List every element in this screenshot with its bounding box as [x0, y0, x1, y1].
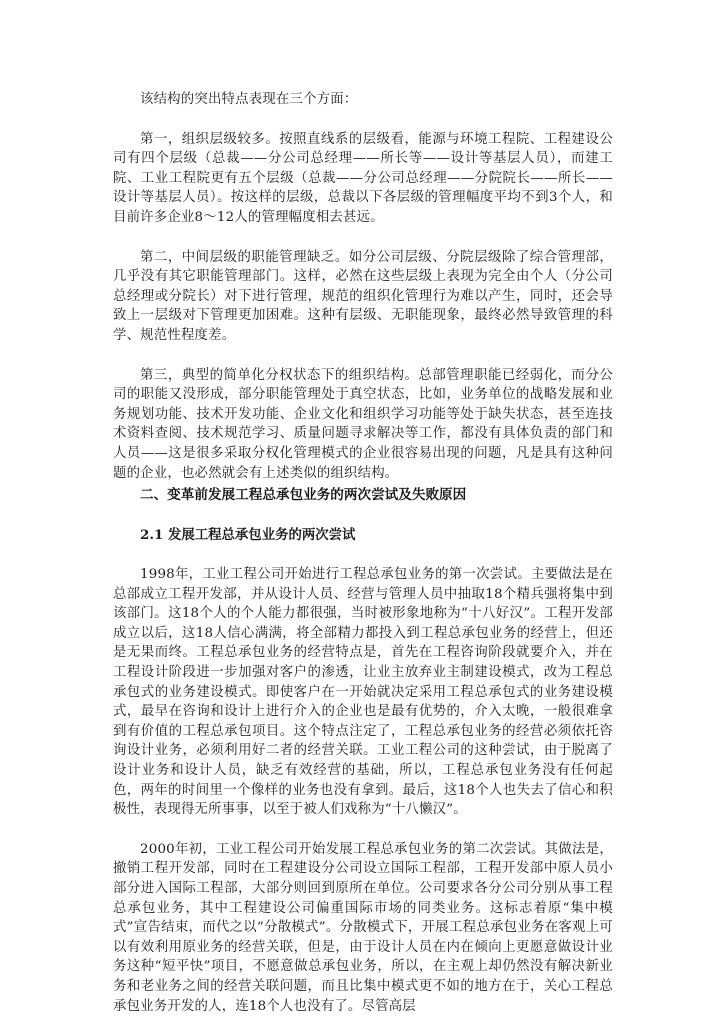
point-3-paragraph: 第三，典型的简单化分权状态下的组织结构。总部管理职能已经弱化，而分公司的职能又没形成，部分职能管理处于真空状态，比如，业务单位的战略发展和业务规划功能、技术开发功能、企业文化和组织学习功能等处于缺失状态，甚至连技术资料查阅、技术规范学习、质量问题寻求解决等工作，都没有具体负责的部门和人员——这是很多采取分权化管理模式的企业很容易出现的问题，凡是具有这种问题的企业，也必然就会有上述类似的组织结构。: [113, 367, 613, 481]
point-2-paragraph: 第二，中间层级的职能管理缺乏。如分公司层级、分院层级除了综合管理部，几乎没有其它职能管理部门。这样，必然在这些层级上表现为完全由个人（分公司总经理或分院长）对下进行管理，规范的组织化管理行为难以产生，同时，还会导致上一层级对下管理更加困难。这种有层级、无职能现象，最终必然导致管理的科学、规范性程度差。: [113, 249, 613, 343]
intro-paragraph: 该结构的突出特点表现在三个方面：: [140, 92, 358, 107]
attempt-1-paragraph: 1998年，工业工程公司开始进行工程总承包业务的第一次尝试。主要做法是在总部成立工程开发部，并从设计人员、经营与管理人员中抽取18个精兵强将集中到该部门。这18个人的个人能力都很强，当时被形象地称为“十八好汉”。工程开发部成立以后，这18人信心满满，将全部精力都投入到工程总承包业务的经营上，但还是无果而终。工程总承包业务的经营特点是，首先在工程咨询阶段就要介入，并在工程设计阶段进一步加强对客户的渗透，让业主放弃业主制建设模式，改为工程总承包式的业务建设模式。即使客户在一开始就决定采用工程总承包式的业务建设模式，最早在咨询和设计上进行介入的企业也是最有优势的，介入太晚，一般很难拿到有价值的工程总承包项目。这个特点注定了，工程总承包业务的经营必须依托咨询设计业务，必须利用好二者的经营关联。工业工程公司的这种尝试，由于脱离了设计业务和设计人员，缺乏有效经营的基础，所以，工程总承包业务没有任何起色，两年的时间里一个像样的业务也没有拿到。最后，这18个人也失去了信心和积极性，表现得无所事事，以至于被人们戏称为“十八懒汉”。: [113, 567, 613, 818]
attempt-2-paragraph: 2000年初，工业工程公司开始发展工程总承包业务的第二次尝试。其做法是，撤销工程开发部，同时在工程建设分公司设立国际工程部，工程开发部中原人员小部分进入国际工程部，大部分则回到原所在单位。公司要求各分公司分别从事工程总承包业务，其中工程建设公司偏重国际市场的同类业务。这标志着原“集中模式”宣告结束，而代之以“分散模式”。分散模式下，开展工程总承包业务在客观上可以有效利用原业务的经营关联，但是，由于设计人员在内在倾向上更愿意做设计业务这种“短平快”项目，不愿意做总承包业务，所以，在主观上却仍然没有解决新业务和老业务之间的经营关联问题，而且比集中模式更不如的地方在于，关心工程总承包业务开发的人，连18个人也没有了。尽管高层: [113, 841, 613, 1014]
point-1-paragraph: 第一，组织层级较多。按照直线系的层级看，能源与环境工程院、工程建设公司有四个层级（总裁——分公司总经理——所长等——设计等基层人员），而建工院、工业工程院更有五个层级（总裁——分公司总经理——分院院长——所长——设计等基层人员）。按这样的层级，总裁以下各层级的管理幅度平均不到3个人，和目前许多企业8～12人的管理幅度相去甚远。: [113, 131, 613, 225]
section-2-heading: 二、变革前发展工程总承包业务的两次尝试及失败原因: [140, 487, 467, 504]
section-2-1-heading: 2.1 发展工程总承包业务的两次尝试: [140, 527, 356, 544]
document-page: [113, 90, 613, 1016]
